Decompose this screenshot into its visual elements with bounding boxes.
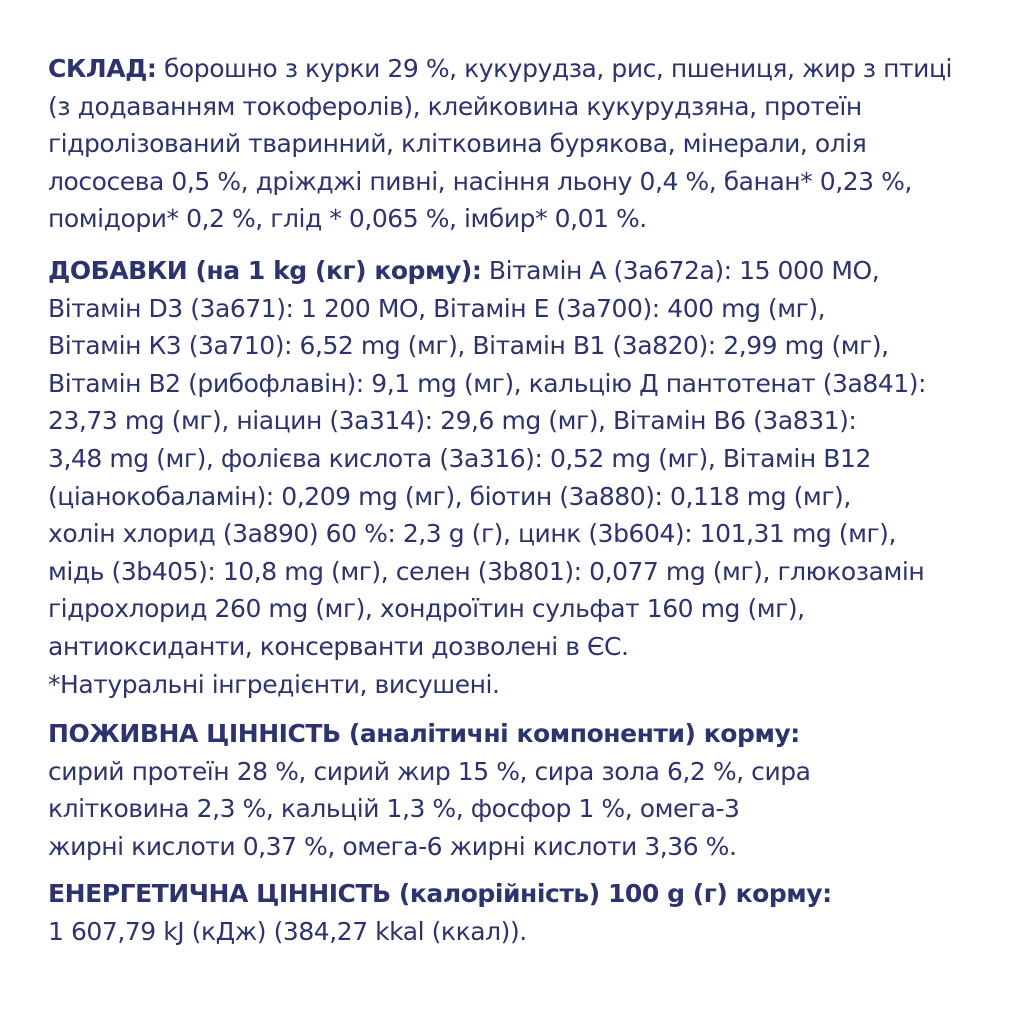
composition-line-4: лососева 0,5 %, дріжджі пивні, насіння льону 0,4 %, банан* 0,23 %, (48, 166, 912, 196)
additives-line-2: Вітамін D3 (3а671): 1 200 МО, Вітамін Е (3а700): 400 mg (мг), (48, 293, 826, 323)
additives-line-8: холін хлорид (3а890) 60 %: 2,3 g (г), цинк (3b604): 101,31 mg (мг), (48, 519, 896, 549)
additives-line-11: антиоксиданти, консерванти дозволені в ЄС. (48, 631, 629, 661)
additives-line-9: мідь (3b405): 10,8 mg (мг), селен (3b801): 0,077 mg (мг), глюкозамін (48, 556, 925, 586)
additives-line-3: Вітамін К3 (3а710): 6,52 mg (мг), Вітамін В1 (3а820): 2,99 mg (мг), (48, 331, 889, 361)
nutrition-line-2: клітковина 2,3 %, кальцій 1,3 %, фосфор 1 %, омега-3 (48, 794, 740, 824)
footnote-natural: *Натуральні інгредієнти, висушені. (48, 669, 500, 699)
additives-line-6: 3,48 mg (мг), фолієва кислота (3а316): 0,52 mg (мг), Вітамін В12 (48, 443, 871, 473)
additives-line-4: Вітамін В2 (рибофлавін): 9,1 mg (мг), кальцію Д пантотенат (3а841): (48, 368, 927, 398)
composition-heading: СКЛАД: (48, 54, 157, 83)
composition-line-5: помідори* 0,2 %, глід * 0,065 %, імбир* 0,01 %. (48, 204, 647, 234)
ingredients-document (48, 50, 998, 951)
additives-heading: ДОБАВКИ (на 1 kg (кг) корму): (48, 255, 482, 285)
nutrition-section (48, 715, 998, 865)
composition-line-1 (48, 50, 998, 88)
additives-section (48, 252, 998, 703)
additives-line-10: гідрохлорид 260 mg (мг), хондроїтин сульфат 160 mg (мг), (48, 594, 805, 624)
energy-line-1: 1 607,79 kJ (кДж) (384,27 kkal (ккал)). (48, 917, 527, 947)
composition-text: борошно з курки 29 %, кукурудза, рис, пшениця, жир з птиці (156, 54, 953, 83)
composition-section (48, 50, 998, 238)
additives-line-1 (48, 252, 998, 290)
energy-section (48, 875, 998, 950)
energy-heading: ЕНЕРГЕТИЧНА ЦІННІСТЬ (калорійність) 100 g (г) корму: (48, 879, 832, 909)
additives-line-5: 23,73 mg (мг), ніацин (3а314): 29,6 mg (мг), Вітамін В6 (3а831): (48, 406, 857, 436)
composition-line-2: (з додаванням токоферолів), клейковина кукурудзяна, протеїн (48, 91, 862, 121)
composition-line-3: гідролізований тваринний, клітковина бурякова, мінерали, олія (48, 129, 867, 159)
additives-line-7: (ціанокобаламін): 0,209 mg (мг), біотин (3а880): 0,118 mg (мг), (48, 481, 851, 511)
nutrition-line-3: жирні кислоти 0,37 %, омега-6 жирні кислоти 3,36 %. (48, 831, 737, 861)
additives-text: Вітамін А (3а672а): 15 000 МО, (481, 255, 880, 285)
nutrition-line-1: сирий протеїн 28 %, сирий жир 15 %, сира зола 6,2 %, сира (48, 756, 811, 786)
nutrition-heading: ПОЖИВНА ЦІННІСТЬ (аналітичні компоненти) корму: (48, 719, 800, 749)
